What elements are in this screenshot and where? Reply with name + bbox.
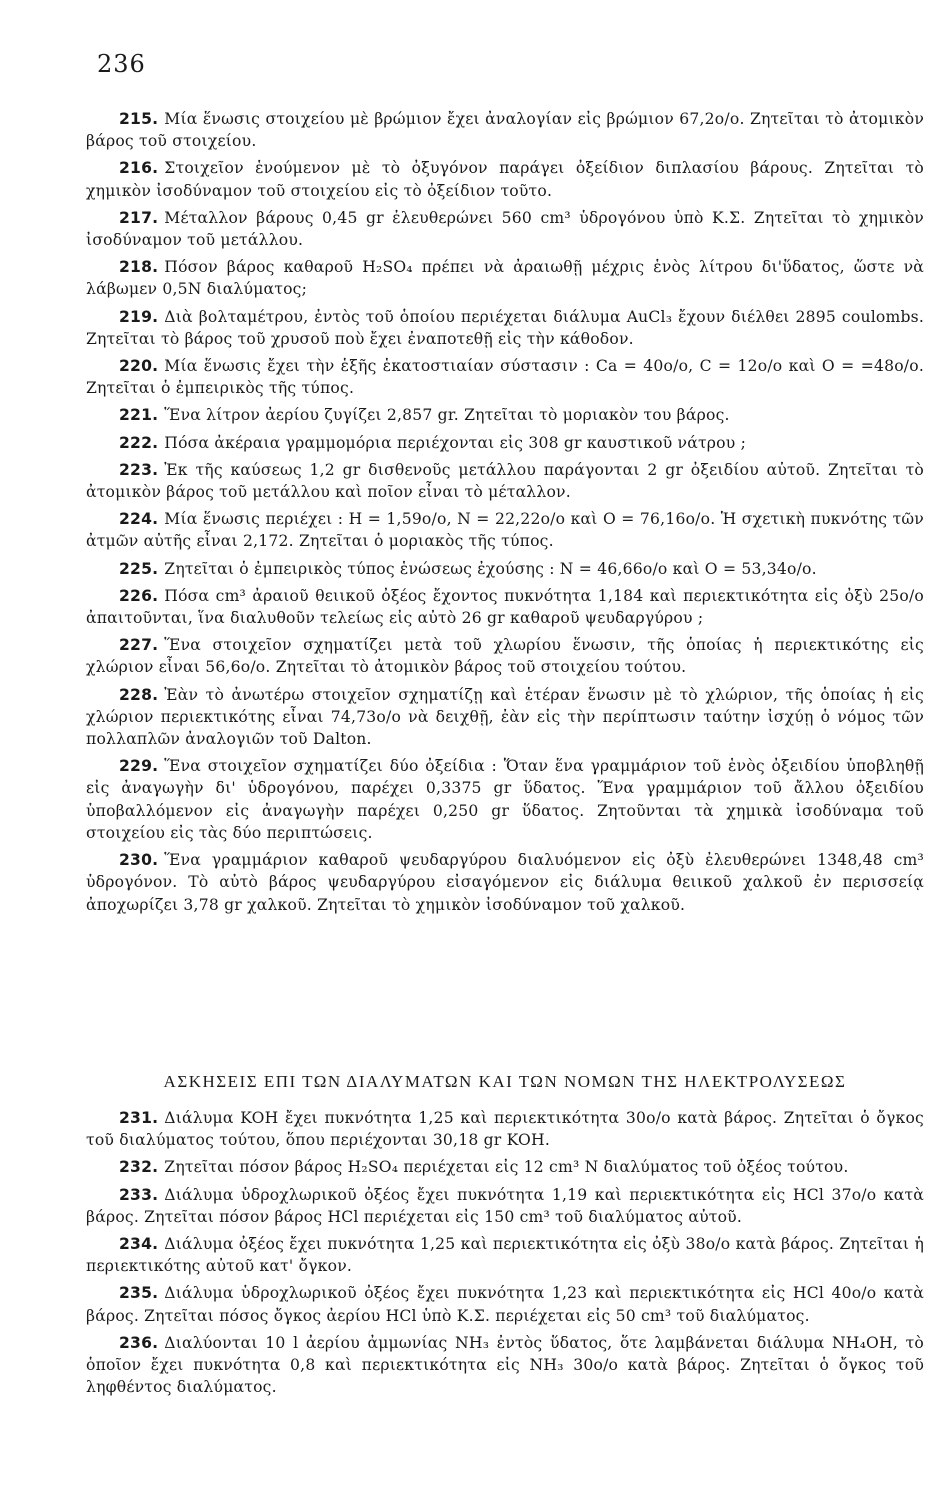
problem-text: Ζητεῖται ὁ ἐμπειρικὸς τύπος ἑνώσεως ἐχούσης : N = 46,66ο/ο καὶ O = 53,34ο/ο.	[164, 559, 817, 578]
problem-text: Ἐὰν τὸ ἀνωτέρω στοιχεῖον σχηματίζῃ καὶ ἑτέραν ἕνωσιν μὲ τὸ χλώριον, τῆς ὁποίας ἡ εἰς χλώριον περιεκτικότης εἶναι 74,73ο/ο νὰ δειχθῇ, ἐὰν εἰς τὴν περίπτωσιν ταύτην ἰσχύῃ ὁ νόμος τῶν πολλαπλῶν ἀναλογιῶν τοῦ Dalton.	[86, 685, 924, 749]
problem-number: 223.	[119, 460, 159, 479]
problem-text: Διαλύονται 10 l ἀερίου ἀμμωνίας NH₃ ἐντὸς ὕδατος, ὅτε λαμβάνεται διάλυμα NH₄OH, τὸ ὁποῖον ἔχει πυκνότητα 0,8 καὶ περιεκτικότητα εἰς NH₃ 30ο/ο κατὰ βάρος. Ζητεῖται ὁ ὄγκος τοῦ ληφθέντος διαλύματος.	[86, 1333, 924, 1397]
problem-text: Ἐκ τῆς καύσεως 1,2 gr δισθενοῦς μετάλλου παράγονται 2 gr ὀξειδίου αὐτοῦ. Ζητεῖται τὸ ἀτομικὸν βάρος τοῦ μετάλλου καὶ ποῖον εἶναι τὸ μέταλλον.	[86, 460, 924, 502]
problem-number: 225.	[119, 559, 159, 578]
problem-232	[86, 1156, 924, 1178]
problem-223	[86, 459, 924, 503]
problem-number: 217.	[119, 208, 159, 227]
problem-text: Μία ἕνωσις περιέχει : H = 1,59ο/ο, N = 22,22ο/ο καὶ O = 76,16ο/ο. Ἡ σχετικὴ πυκνότης τῶν ἀτμῶν αὐτῆς εἶναι 2,172. Ζητεῖται ὁ μοριακὸς τῆς τύπος.	[86, 510, 924, 551]
problem-number: 220.	[119, 357, 159, 376]
problem-number: 230.	[119, 851, 159, 870]
problem-216	[86, 157, 924, 201]
problem-text: Διάλυμα ὑδροχλωρικοῦ ὀξέος ἔχει πυκνότητα 1,23 καὶ περιεκτικότητα εἰς HCl 40ο/ο κατὰ βάρος. Ζητεῖται πόσος ὄγκος ἀερίου HCl ὑπὸ Κ.Σ. περιέχεται εἰς 50 cm³ τοῦ διαλύματος.	[86, 1284, 924, 1325]
problem-text: Διάλυμα KOH ἔχει πυκνότητα 1,25 καὶ περιεκτικότητα 30ο/ο κατὰ βάρος. Ζητεῖται ὁ ὄγκος τοῦ διαλύματος τούτου, ὅπου περιέχονται 30,18 gr KOH.	[86, 1109, 924, 1150]
problem-222	[86, 432, 924, 454]
problem-text: Διάλυμα ὑδροχλωρικοῦ ὀξέος ἔχει πυκνότητα 1,19 καὶ περιεκτικότητα εἰς HCl 37ο/ο κατὰ βάρος. Ζητεῖται πόσον βάρος HCl περιέχεται εἰς 150 cm³ τοῦ διαλύματος αὐτοῦ.	[86, 1185, 924, 1226]
problem-text: Πόσον βάρος καθαροῦ H₂SO₄ πρέπει νὰ ἀραιωθῇ μέχρις ἑνὸς λίτρου δι'ὕδατος, ὥστε νὰ λάβωμεν 0,5N διαλύματος;	[86, 258, 924, 299]
problem-number: 228.	[119, 685, 159, 704]
problem-221	[86, 404, 924, 426]
problem-text: Διὰ βολταμέτρου, ἐντὸς τοῦ ὁποίου περιέχεται διάλυμα AuCl₃ ἔχουν διέλθει 2895 coulombs. Ζητεῖται τὸ βάρος τοῦ χρυσοῦ ποὺ ἔχει ἐναποτεθῇ εἰς τὴν κάθοδον.	[86, 307, 924, 348]
problem-229	[86, 755, 924, 844]
problem-235	[86, 1282, 924, 1326]
problem-number: 235.	[119, 1284, 159, 1303]
problem-226	[86, 585, 924, 629]
problem-text: Πόσα cm³ ἀραιοῦ θειικοῦ ὀξέος ἔχοντος πυκνότητα 1,184 καὶ περιεκτικότητα εἰς ὀξὺ 25ο/ο ἀπαιτοῦνται, ἵνα διαλυθοῦν τελείως εἰς αὐτὸ 26 gr καθαροῦ ψευδαργύρου ;	[86, 586, 924, 628]
problem-227	[86, 634, 924, 678]
problem-text: Στοιχεῖον ἑνούμενον μὲ τὸ ὀξυγόνον παράγει ὀξείδιον διπλασίου βάρους. Ζητεῖται τὸ χημικὸν ἰσοδύναμον τοῦ στοιχείου εἰς τὸ ὀξείδιον τοῦτο.	[86, 159, 924, 200]
problem-number: 218.	[119, 258, 159, 277]
problem-text: Ἕνα γραμμάριον καθαροῦ ψευδαργύρου διαλυόμενον εἰς ὀξὺ ἐλευθερώνει 1348,48 cm³ ὑδρογόνον. Τὸ αὐτὸ βάρος ψευδαργύρου εἰσαγόμενον εἰς διάλυμα θειικοῦ χαλκοῦ ἐν περισσείᾳ ἀποχωρίζει 3,78 gr χαλκοῦ. Ζητεῖται τὸ χημικὸν ἰσοδύναμον τοῦ χαλκοῦ.	[86, 851, 924, 914]
problem-list-stoichiometry	[86, 108, 924, 921]
problem-219	[86, 306, 924, 350]
problem-number: 226.	[119, 586, 159, 605]
problem-228	[86, 684, 924, 751]
problem-text: Ἕνα λίτρον ἀερίου ζυγίζει 2,857 gr. Ζητεῖται τὸ μοριακὸν του βάρος.	[164, 406, 730, 425]
problem-number: 221.	[119, 406, 159, 425]
problem-number: 236.	[119, 1333, 159, 1352]
problem-230	[86, 849, 924, 916]
problem-text: Ἕνα στοιχεῖον σχηματίζει μετὰ τοῦ χλωρίου ἕνωσιν, τῆς ὁποίας ἡ περιεκτικότης εἰς χλώριον εἶναι 56,6ο/ο. Ζητεῖται τὸ ἀτομικὸν βάρος τοῦ στοιχείου τούτου.	[86, 636, 924, 677]
problem-text: Ζητεῖται πόσον βάρος H₂SO₄ περιέχεται εἰς 12 cm³ N διαλύματος τοῦ ὀξέος τούτου.	[164, 1158, 849, 1177]
problem-225	[86, 558, 924, 580]
problem-number: 233.	[119, 1185, 159, 1204]
problem-231	[86, 1107, 924, 1151]
problem-number: 224.	[119, 510, 159, 529]
problem-234	[86, 1233, 924, 1277]
problem-224	[86, 508, 924, 552]
problem-text: Πόσα ἀκέραια γραμμομόρια περιέχονται εἰς 308 gr καυστικοῦ νάτρου ;	[164, 433, 747, 452]
problem-text: Ἕνα στοιχεῖον σχηματίζει δύο ὀξείδια : Ὅταν ἕνα γραμμάριον τοῦ ἑνὸς ὀξειδίου ὑποβληθῇ εἰς ἀναγωγὴν δι' ὑδρογόνου, παρέχει 0,3375 gr ὕδατος. Ἕνα γραμμάριον τοῦ ἄλλου ὀξειδίου ὑποβαλλόμενον εἰς ἀναγωγὴν παρέχει 0,250 gr ὕδατος. Ζητοῦνται τὰ χημικὰ ἰσοδύναμα τοῦ στοιχείου εἰς τὰς δύο περιπτώσεις.	[86, 757, 924, 842]
problem-233	[86, 1184, 924, 1228]
problem-number: 216.	[119, 159, 159, 178]
problem-text: Μία ἕνωσις στοιχείου μὲ βρώμιον ἔχει ἀναλογίαν εἰς βρώμιον 67,2ο/ο. Ζητεῖται τὸ ἀτομικὸν βάρος τοῦ στοιχείου.	[86, 110, 924, 151]
problem-217	[86, 207, 924, 251]
problem-text: Μία ἕνωσις ἔχει τὴν ἑξῆς ἑκατοστιαίαν σύστασιν : Ca = 40ο/ο, C = 12ο/ο καὶ O = =48ο/ο. Ζητεῖται ὁ ἐμπειρικὸς τῆς τύπος.	[86, 357, 924, 398]
problem-text: Διάλυμα ὀξέος ἔχει πυκνότητα 1,25 καὶ περιεκτικότητα εἰς ὀξὺ 38ο/ο κατὰ βάρος. Ζητεῖται ἡ περιεκτικότης αὐτοῦ κατ' ὄγκον.	[86, 1235, 924, 1276]
problem-number: 227.	[119, 636, 159, 655]
section-heading: ΑΣΚΗΣΕΙΣ ΕΠΙ ΤΩΝ ΔΙΑΛΥΜΑΤΩΝ ΚΑΙ ΤΩΝ ΝΟΜΩΝ ΤΗΣ ΗΛΕΚΤΡΟΛΥΣΕΩΣ	[163, 1072, 847, 1091]
problem-number: 222.	[119, 433, 159, 452]
problem-number: 219.	[119, 307, 159, 326]
problem-number: 215.	[119, 110, 159, 128]
problem-236	[86, 1332, 924, 1399]
problem-text: Μέταλλον βάρους 0,45 gr ἐλευθερώνει 560 cm³ ὑδρογόνου ὑπὸ Κ.Σ. Ζητεῖται τὸ χημικὸν ἰσοδύναμον τοῦ μετάλλου.	[86, 208, 924, 250]
problem-220	[86, 355, 924, 399]
problem-number: 234.	[119, 1235, 159, 1254]
problem-number: 232.	[119, 1158, 159, 1177]
problem-list-solutions	[86, 1107, 924, 1403]
problem-number: 229.	[119, 757, 159, 776]
problem-218	[86, 256, 924, 300]
problem-215	[86, 108, 924, 152]
page-number: 236	[97, 50, 146, 78]
problem-number: 231.	[119, 1109, 159, 1127]
